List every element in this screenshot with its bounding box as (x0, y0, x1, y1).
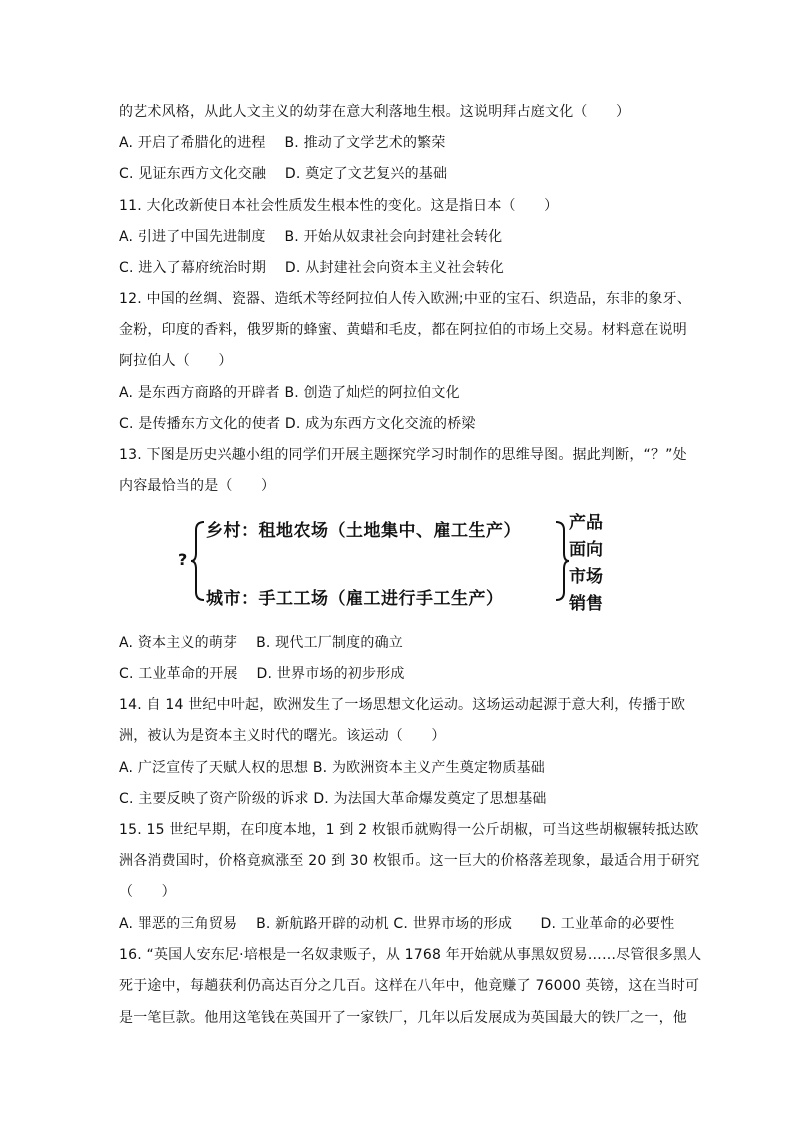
left-brace-icon (190, 520, 206, 602)
question-11: 11. 大化改新使日本社会性质发生根本性的变化。这是指日本（ ） (119, 198, 559, 214)
question-14: 14. 自 14 世纪中叶起，欧洲发生了一场思想文化运动。这场运动起源于意大利，传播于欧 (119, 697, 686, 713)
question-15: 15. 15 世纪早期，在印度本地，1 到 2 枚银币就购得一公斤胡椒，可当这些胡椒辗转抵达欧 (119, 822, 699, 838)
option-line: A. 罪恶的三角贸易 B. 新航路开辟的动机 C. 世界市场的形成 D. 工业革命的必要性 (119, 916, 675, 932)
side-label-line: 市场 (569, 567, 603, 587)
option-line: A. 资本主义的萌芽 B. 现代工厂制度的确立 (119, 635, 403, 651)
mind-map-city: 城市：手工工场（雇工进行手工生产） (206, 589, 504, 609)
option-line: A. 广泛宣传了天赋人权的思想 B. 为欧洲资本主义产生奠定物质基础 (119, 760, 545, 776)
text-line: 是一笔巨款。他用这笔钱在英国开了一家铁厂，几年以后发展成为英国最大的铁厂之一，他 (119, 1010, 687, 1026)
mind-map-question-mark: ? (178, 550, 188, 569)
text-line: 洲，被认为是资本主义时代的曙光。该运动（ ） (119, 728, 446, 744)
option-line: A. 开启了希腊化的进程 B. 推动了文学艺术的繁荣 (119, 135, 446, 151)
option-line: C. 工业革命的开展 D. 世界市场的初步形成 (119, 666, 405, 682)
option-line: C. 主要反映了资产阶级的诉求 D. 为法国大革命爆发奠定了思想基础 (119, 791, 547, 807)
option-line: C. 进入了幕府统治时期 D. 从封建社会向资本主义社会转化 (119, 260, 505, 276)
text-line: 的艺术风格，从此人文主义的幼芽在意大利落地生根。这说明拜占庭文化（ ） (119, 104, 631, 120)
text-line: 洲各消费国时，价格竟疯涨至 20 到 30 枚银币。这一巨大的价格落差现象，最适合用于研究 (119, 853, 700, 869)
right-brace-icon (554, 520, 570, 602)
mind-map-village: 乡村：租地农场（土地集中、雇工生产） (206, 521, 521, 541)
side-label-line: 面向 (569, 540, 603, 560)
text-line: 阿拉伯人（ ） (119, 353, 233, 369)
option-line: A. 引进了中国先进制度 B. 开始从奴隶社会向封建社会转化 (119, 229, 503, 245)
question-12: 12. 中国的丝绸、瓷器、造纸术等经阿拉伯人传入欧洲;中亚的宝石、织造品，东非的象牙、 (119, 291, 692, 307)
option-line: C. 见证东西方文化交融 D. 奠定了文艺复兴的基础 (119, 166, 448, 182)
mind-map (172, 506, 622, 616)
text-line: （ ） (119, 884, 176, 900)
text-line: 死于途中，每趟获利仍高达百分之几百。这样在八年中，他竟赚了 76000 英镑，这在当时可 (119, 978, 700, 994)
question-13: 13. 下图是历史兴趣小组的同学们开展主题探究学习时制作的思维导图。据此判断，“？”处 (119, 447, 687, 463)
side-label-line: 销售 (569, 594, 603, 614)
option-line: A. 是东西方商路的开辟者 B. 创造了灿烂的阿拉伯文化 (119, 385, 460, 401)
text-line: 内容最恰当的是（ ） (119, 478, 276, 494)
question-16: 16. “英国人安东尼·培根是一名奴隶贩子，从 1768 年开始就从事黑奴贸易……尽管很多黑人 (119, 947, 702, 963)
option-line: C. 是传播东方文化的使者 D. 成为东西方文化交流的桥梁 (119, 416, 476, 432)
text-line: 金粉，印度的香料，俄罗斯的蜂蜜、黄蜡和毛皮，都在阿拉伯的市场上交易。材料意在说明 (119, 322, 687, 338)
side-label-line: 产品 (569, 513, 603, 533)
mind-map-side-label (569, 510, 603, 618)
